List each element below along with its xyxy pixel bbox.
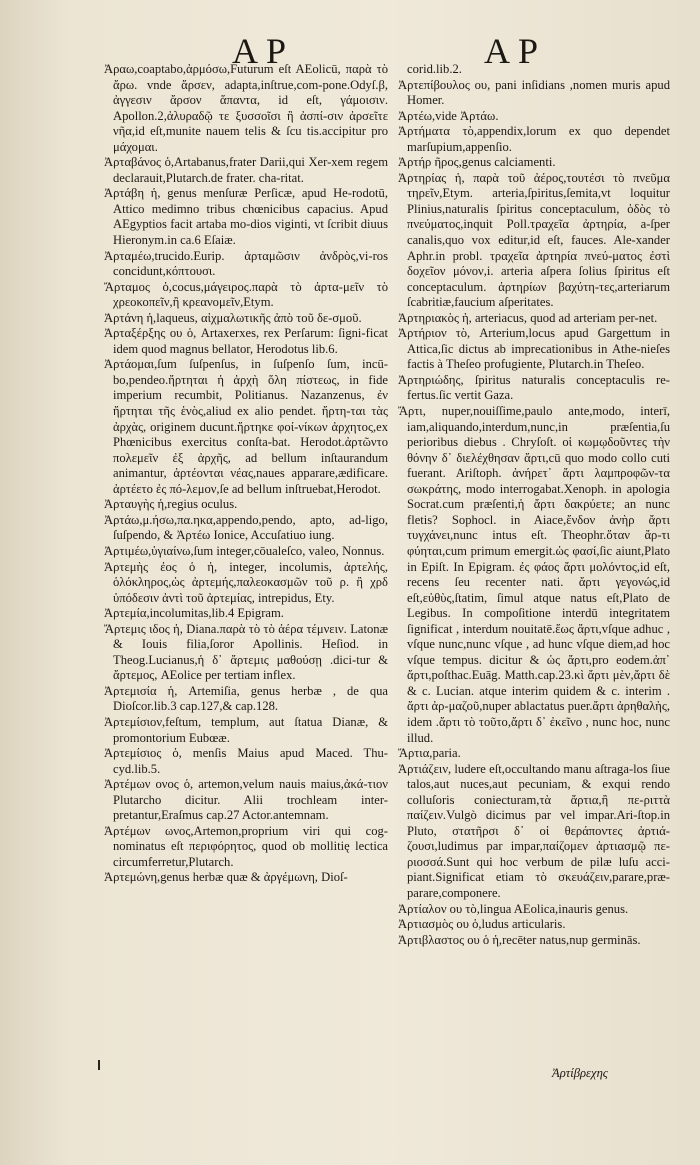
dictionary-entry: Ἀρτεμώνη,genus herbæ quæ & ἀργέμωνη, Dioſ- <box>104 870 348 885</box>
dictionary-entry: Ἄρτια,paria. <box>398 746 461 761</box>
dictionary-entry: Ἀρτεπίβουλος ου, pani inſidians ,nomen muris apud Homer. <box>398 77 670 108</box>
dictionary-entry: Ἀρτεμισία ἡ, Artemiſia, genus herbæ , de qua Dioſcor.lib.3 cap.127,& cap.128. <box>104 683 388 714</box>
dictionary-entry: Ἀρτηρίας ἡ, παρὰ τοῦ ἀέρος,τουτέσι τὸ πνεῦμα τηρεῖν,Etym. arteria,ſpiritus,ſemita,vt loquitur Plinius,naturalis ſpiritus conceptaculum, ὁδὸς τὸ πνεύματος,inquit Poll.τραχεῖα ἀρτηρία, a-ſper canalis,quo vox editur,id eſt, fauces. Ale-xander Aphr.in probl. τραχεῖα ἀρτηρία πνεύ-ματος ἐστὶ δοχεῖον μόνον,i. arteria aſpera ſolius ſpiritus eſt conceptaculum. ἀρτηρίων βαχύτη-τες,arteriarum ſcabritiæ,faucium aſperitates. <box>398 170 670 310</box>
dictionary-entry: Ἀρτεμίσιος ὁ, menſis Maius apud Maced. Thu-cyd.lib.5. <box>104 746 388 776</box>
catchword: Ἀρτίβρεχης <box>552 1066 608 1080</box>
dictionary-entry: Ἀρτίαλον ου τὸ,lingua AEolica,inauris genus. <box>398 901 629 916</box>
dictionary-entry: Ἀρτάνη ἡ,laqueus, αἰχμαλωτικῆς ἀπὸ τοῦ δε-σμοῦ. <box>104 310 362 325</box>
dictionary-entry: Ἀρτέμων ωνος,Artemon,proprium viri qui cog-nominatus eſt περιφόρητος, quod ob mollitię lectica circumferretur,Plutarch. <box>104 823 388 869</box>
running-head-left: AP <box>232 31 295 71</box>
dictionary-entry: Ἀρτιάζειν, ludere eſt,occultando manu aſtraga-los ſiue talos,aut nuces,aut pecuniam, & exqui rendo colluſoris coniecturam,τὰ ἄρτια,ἢ πε-ριττὰ παίζειν.Vulgò dicimus par vel impar.Ari-ſtop.in Pluto, στατῆρσι δ᾽ οἱ θεράποντες ἀρτιά-ζουσι,ludimus par impar,παίζομεν ἀρτιασμῷ πε-ριοσσά.Sunt qui hoc verbum de pilæ luſu acci-piant.Significat etiam τὸ σκευάζειν,parare,præ-parare,componere. <box>398 761 670 900</box>
dictionary-entry: Ἀρταμέω,trucido.Eurip. ἀρταμῶσιν ἀνδρὸς,vi-ros concidunt,κόπτουσι. <box>104 248 388 279</box>
dictionary-entry: Ἀρτιμέω,ὑγιαίνω,ſum integer,cōualeſco, valeo, Nonnus. <box>104 543 385 558</box>
dictionary-entry: Ἀρτηριακὸς ἡ, arteriacus, quod ad arteriam per-net. <box>398 310 658 325</box>
dictionary-entry: Ἀρτεμίσιον,feſtum, templum, aut ſtatua Dianæ, & promontorium Eubœæ. <box>104 714 388 745</box>
dictionary-entry: Ἀρταβάνος ὁ,Artabanus,frater Darii,qui Xer-xem regem declarauit,Plutarch.de frater. cha-ritat. <box>104 155 388 185</box>
dictionary-entry: Ἀρτιασμὸς ου ὁ,ludus articularis. <box>398 917 566 932</box>
dictionary-entry: Ἀρτεμία,incolumitas,lib.4 Epigram. <box>104 606 284 621</box>
dictionary-entry: corid.lib.2. <box>407 62 462 76</box>
dictionary-entry: Ἀρτεμὴς ἐος ὁ ἡ, integer, incolumis, ἀρτελής, ὁλόκληρος,ὡς ἀρτεμής,παλεοκασμῶν τοῦ ρ. ἢ χρδ ὑπόδεσιν ἀντὶ τοῦ ἀρτεμίας, intrepidus, Ety. <box>104 559 388 605</box>
dictionary-entry: Ἄρταμος ὁ,cocus,μάγειρος.παρὰ τὸ ἀρτα-μεῖν τὸ χρεοκοπεῖν,ἢ κρεανομεῖν,Etym. <box>104 279 388 310</box>
dictionary-entry: Ἀρτάω,μ.ήσω,πα.ηκα,appendo,pendo, apto, ad-ligo, ſuſpendo, & Ἀρτέω Ionice, Accuſatiuo iung. <box>104 512 388 543</box>
dictionary-entry: Ἀρτιβλαστος ου ὁ ἡ,recēter natus,nup germinās. <box>398 932 641 947</box>
dictionary-entry: Ἀραω,coaptabo,ἀρμόσω,Futurum eſt AEolicū, παρὰ τὸ ἄρω. vnde ἄρσεν, adapta,inſtrue,com-pone.Odyſ.β, ἀγγεσιν ἄρσον ἅπαντα, id eſt, γάμοισιν. Apollon.2,ἀλυραδῷ τε ξυσσοῖσι ἢ ἀσπί-σιν ἀρσεῖτε νῆα,id eſt,munite nauem telis & ſcu tis.accipitur pro μάχομαι. <box>104 62 388 154</box>
dictionary-entry: Ἀρτάβη ἡ, genus menſuræ Perſicæ, apud He-rodotū, Attico medimno tribus chœnicibus capacius. Apud AEgyptios facit artaba mo-dios viginti, vt ſcribit diuus Hieronym.in ca.6 Eſaiæ. <box>104 186 388 248</box>
dictionary-entry: Ἀρτήματα τὸ,appendix,lorum ex quo dependet marſupium,appenſio. <box>398 124 670 154</box>
dictionary-entry: Ἀρταυγὴς ἡ,regius oculus. <box>104 497 238 512</box>
dictionary-entry: Ἀρτηριώδης, ſpiritus naturalis conceptaculis re-fertus.ſic vertit Gaza. <box>398 372 670 403</box>
dictionary-entry: Ἀρτέω,vide Ἀρτάω. <box>398 108 499 123</box>
dictionary-entry: Ἄρτεμις ιδος ἡ, Diana.παρὰ τὸ τὸ ἀέρα τέμνειν. Latonæ & Iouis filia,ſoror Apollinis. Heſiod. in Theog.Lucianus,ἡ δ᾽ ἄρτεμις μαθούσῃ .dici-tur & ἄρτεμος, AEolice per tertiam inflex. <box>104 621 388 683</box>
right-column <box>398 62 670 948</box>
running-head-right: AP <box>484 31 547 71</box>
left-column <box>104 62 388 886</box>
dictionary-entry: Ἀρτήρ ῆρος,genus calciamenti. <box>398 155 556 170</box>
dictionary-entry: Ἀρτέμων ονος ὁ, artemon,velum nauis maius,ἀκά-τιον Plutarcho dicitur. Alii trochleam inter-pretantur,Eraſmus cap.27 Actor.antemnam. <box>104 777 388 823</box>
dictionary-entry: Ἀρτήριον τὸ, Arterium,locus apud Gargettum in Attica,ſic dictus ab imprecationibus in Athe-nieſes factis à Theſeo profugiente, Plutarch.in Theſeo. <box>398 326 670 372</box>
dictionary-entry: Ἄρτι, nuper,nouiſſime,paulo ante,modo, interī, iam,aliquando,interdum,nunc,in præſentia,ſu perioribus diebus . Chryſoſt. οἱ κωμῳδοῦντες τὴν θόνην δ᾽ διελέχθησαν ἄρτι,cū quo modo collo cuti fuerant. Ariſtoph. ἀνήρετ᾽ ἄρτι λαμπροφῶν-τα σωκράτης, modo interrogabat.Xenoph. in apologia Socrat.cum præſenti,ἡ ἄρτι δακρύετε; an nunc fletis? Sophocl. in Aiace,ἔνδον ἀνὴρ ἄρτι τυγχάνει,nunc intus eſt. Theophr.ὅταν ἄρ-τι φύηται,cum primum emergit.ὡς φασί,ſic aiunt,Plato in Epiſt. In Epigram. ἐς φάος ἄρτι μολόντος,id eſt, recens ſeu recenter nati. ἄρτι γεγονώς,id eſt,εὐθὺς,ſtatim, ſimul atque natus eſt,Plato de Legibus. In compoſitione interdū integritatem ſignificat , interdum nouitatē.ἕως ἄρτι,vſque adhuc , vſque nunc,nunc vſque , ad hunc vſque diem,ad hoc vſque tempus. dicitur & ὡς ἄρτι,pro eodem.ἀπ᾽ ἄρτι,poſthac.Euāg. Matth.cap.23.κὶ ἄρτι μὲν,ἄρτι δὲ & c. Lucian. atque interim quidem & c. interim . ἄρτι ἀρ-μαζοῦ,nuper ablactatus puer.ἄρτι ἀρηθαλὴς, idem .ἄρτι τὸ τοῦτο,ἄρτι δ᾽ ἐκεῖνο , nunc hoc, nunc illud. <box>398 404 670 745</box>
dictionary-entry: Ἀρτάομαι,ſum ſuſpenſus, in ſuſpenſo ſum, incū-bo,pendeo.ἤρτηται ἡ ἀρχὴ ὅλη πίστεως, in fide imperium recumbit, Politianus. Nazanzenus, ἐν ἤρτηται τῆς ἑνὸς,aliud ex alio pendet. ἤρτη-ται τὰς ἀρχὰς, originem ducunt.ἤρτηκε φοί-νίκων ἀρχητος,ex Phœnicibus exercitus conſta-bat. Herodot.ἀρτῶντο πολεμεῖν ἐξ ἀρχῆς, ad bellum inſtaurandum animantur, ἀρτέονται νέας,naues apparare,ædificare. ἀρτέετο ἐς πό-λεμον,ſe ad bellum inſtruebat,Herodot. <box>104 357 388 496</box>
margin-rule <box>98 1060 100 1070</box>
dictionary-entry: Ἀρταξέρξης ου ὁ, Artaxerxes, rex Perſarum: ſigni-ficat idem quod magnus bellator, Herodotus lib.6. <box>104 326 388 356</box>
